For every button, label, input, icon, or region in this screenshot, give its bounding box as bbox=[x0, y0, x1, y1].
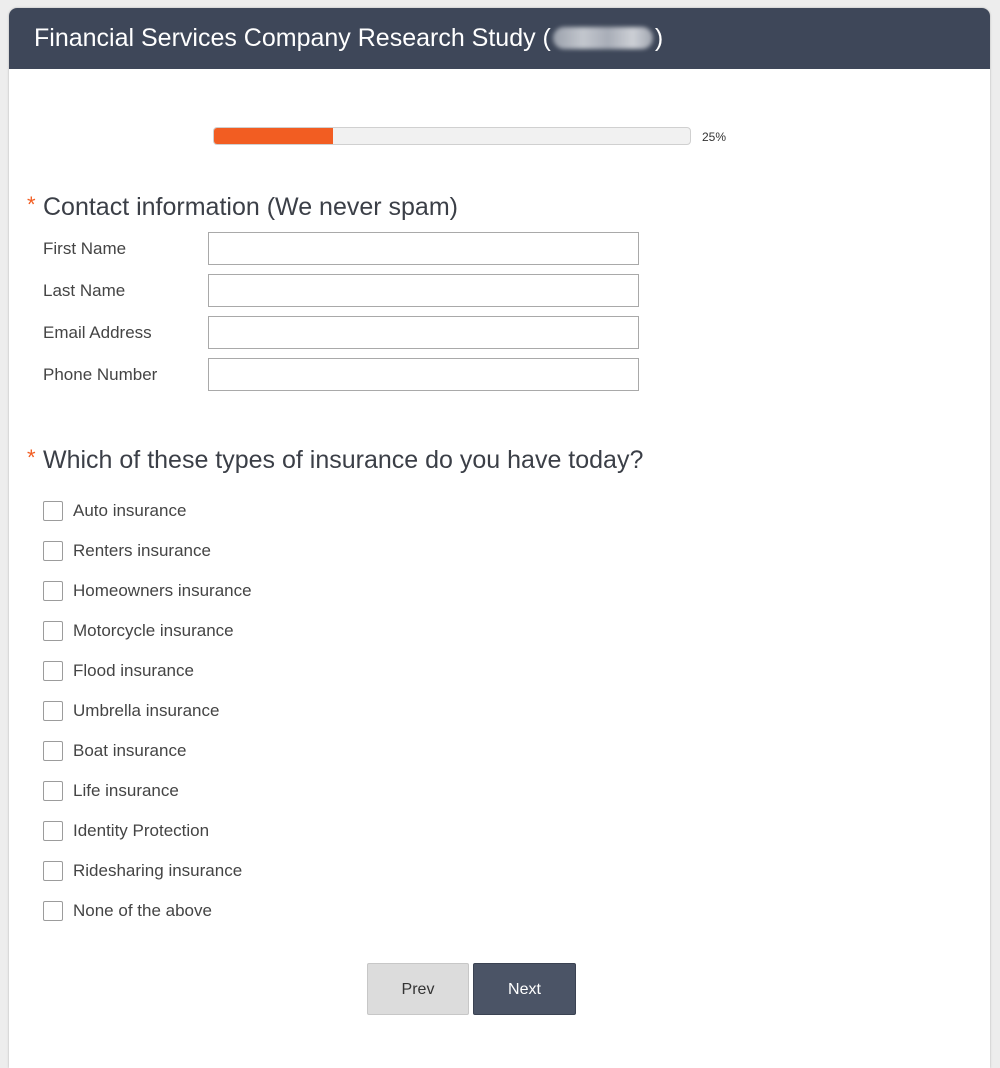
option-label: Homeowners insurance bbox=[73, 581, 252, 600]
option-label: Motorcycle insurance bbox=[73, 621, 234, 640]
redacted-company-name bbox=[553, 27, 653, 49]
option-ridesharing-insurance[interactable] bbox=[43, 860, 242, 882]
option-none-of-the-above[interactable] bbox=[43, 900, 212, 922]
option-label: Renters insurance bbox=[73, 541, 211, 560]
option-label: Flood insurance bbox=[73, 661, 194, 680]
option-motorcycle-insurance[interactable] bbox=[43, 620, 234, 642]
checkbox[interactable] bbox=[43, 901, 63, 921]
checkbox[interactable] bbox=[43, 501, 63, 521]
checkbox[interactable] bbox=[43, 621, 63, 641]
survey-title-prefix: Financial Services Company Research Study ( bbox=[34, 24, 551, 52]
checkbox[interactable] bbox=[43, 741, 63, 761]
insurance-question-title: Which of these types of insurance do you have today? bbox=[43, 446, 644, 474]
checkbox[interactable] bbox=[43, 661, 63, 681]
option-homeowners-insurance[interactable] bbox=[43, 580, 252, 602]
checkbox[interactable] bbox=[43, 861, 63, 881]
progress-bar bbox=[213, 127, 691, 145]
survey-header bbox=[9, 8, 990, 69]
next-button[interactable]: Next bbox=[473, 963, 576, 1015]
contact-question-title: Contact information (We never spam) bbox=[43, 193, 458, 221]
option-life-insurance[interactable] bbox=[43, 780, 179, 802]
progress-bar-fill bbox=[214, 128, 333, 144]
option-label: Boat insurance bbox=[73, 741, 187, 760]
option-renters-insurance[interactable] bbox=[43, 540, 211, 562]
option-boat-insurance[interactable] bbox=[43, 740, 186, 762]
last-name-input[interactable] bbox=[208, 274, 639, 307]
checkbox[interactable] bbox=[43, 701, 63, 721]
first-name-input[interactable] bbox=[208, 232, 639, 265]
required-asterisk: * bbox=[27, 445, 36, 470]
option-identity-protection[interactable] bbox=[43, 820, 209, 842]
option-label: Ridesharing insurance bbox=[73, 861, 243, 880]
option-label: Identity Protection bbox=[73, 821, 210, 840]
prev-button[interactable]: Prev bbox=[367, 963, 469, 1015]
option-label: Umbrella insurance bbox=[73, 701, 220, 720]
option-label: Life insurance bbox=[73, 781, 179, 800]
email-address-label: Email Address bbox=[43, 323, 152, 342]
option-auto-insurance[interactable] bbox=[43, 500, 186, 522]
first-name-label: First Name bbox=[43, 239, 127, 258]
phone-number-label: Phone Number bbox=[43, 365, 158, 384]
phone-number-input[interactable] bbox=[208, 358, 639, 391]
progress-percent: 25% bbox=[702, 130, 727, 144]
option-flood-insurance[interactable] bbox=[43, 660, 194, 682]
checkbox[interactable] bbox=[43, 541, 63, 561]
last-name-label: Last Name bbox=[43, 281, 126, 300]
option-umbrella-insurance[interactable] bbox=[43, 700, 219, 722]
required-asterisk: * bbox=[27, 192, 36, 217]
option-label: None of the above bbox=[73, 901, 212, 920]
checkbox[interactable] bbox=[43, 821, 63, 841]
checkbox[interactable] bbox=[43, 581, 63, 601]
option-label: Auto insurance bbox=[73, 501, 187, 520]
email-address-input[interactable] bbox=[208, 316, 639, 349]
survey-title-suffix: ) bbox=[654, 24, 664, 52]
checkbox[interactable] bbox=[43, 781, 63, 801]
